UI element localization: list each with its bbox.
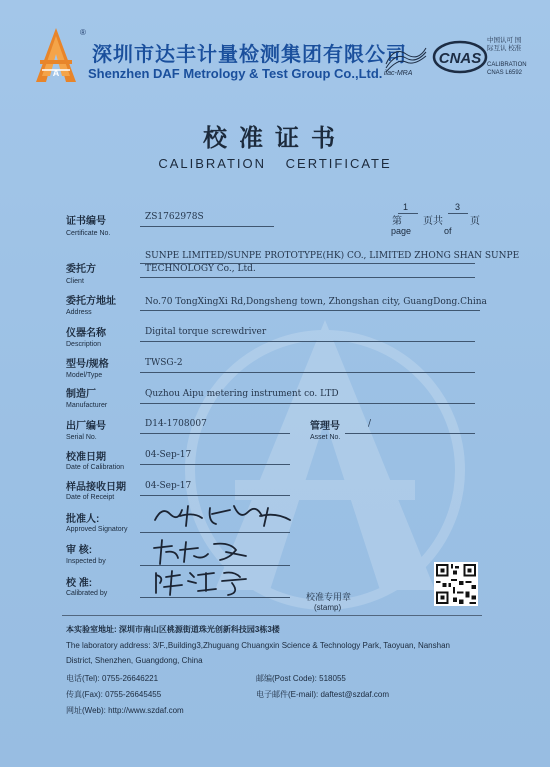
cnas-logo-text: CNAS [438,50,482,67]
client-value-line2: TECHNOLOGY Co., Ltd. [145,264,256,274]
asset-no-label-cn: 管理号 [310,421,340,432]
page-total-underline [448,213,468,214]
calibrated-signature-icon [150,567,260,597]
description-underline [140,341,475,342]
approved-signature-icon [150,500,300,530]
cnas-logo-icon [432,40,488,74]
address-underline [140,310,480,311]
serial-no-underline [140,433,290,434]
footer-web-link[interactable]: http://www.szdaf.com [108,706,184,715]
footer-address-en [66,641,450,650]
certificate-no-label-en: Certificate No. [66,230,111,237]
date-receipt-label-en: Date of Receipt [66,494,115,501]
asset-no-value: / [368,419,372,429]
model-label-cn: 型号/规格 [66,359,109,370]
footer-address-en-label: The laboratory address: [66,641,151,650]
serial-no-value: D14-1708007 [145,419,207,429]
footer-fax-label: 传真(Fax): [66,690,103,699]
footer-tel [66,673,158,684]
footer-post-value: 518055 [319,674,346,683]
title-en: CALIBRATION CERTIFICATE [158,156,392,171]
footer-email-value[interactable]: daftest@szdaf.com [320,690,390,699]
registered-mark: ® [80,28,86,37]
certificate-no-label-cn: 证书编号 [66,216,106,227]
company-name-en: Shenzhen DAF Metrology & Test Group Co.,Ltd. [88,66,383,81]
inspected-label-cn: 审 核: [66,545,93,556]
page-label-ye-gong: 页共 [423,216,443,227]
date-calibration-label-en: Date of Calibration [66,464,124,471]
date-calibration-value: 04-Sep-17 [145,450,192,460]
footer-address-cn [66,624,280,635]
cnas-accreditation-no: CNAS L6592 [487,69,523,76]
date-receipt-underline [140,495,290,496]
serial-no-label-en: Serial No. [66,434,97,441]
address-value: No.70 TongXingXi Rd,Dongsheng town, Zhongshan city, GuangDong.China [145,297,487,307]
company-name-cn: 深圳市达丰计量检测集团有限公司 [92,44,407,66]
manufacturer-label-cn: 制造厂 [66,389,96,400]
manufacturer-value: Quzhou Aipu metering instrument co. LTD [145,389,339,399]
manufacturer-label-en: Manufacturer [66,402,108,409]
calibrated-underline [140,597,290,598]
page-current-underline [398,213,418,214]
client-underline-2 [140,277,475,278]
client-value-line1: SUNPE LIMITED/SUNPE PROTOTYPE(HK) CO., LIMITED ZHONG SHAN SUNPE [145,251,520,261]
footer-divider [62,615,482,616]
stamp-label-en: (stamp) [314,603,342,612]
footer-address-cn-value: 深圳市南山区桃源街道珠光创新科技园3栋3楼 [118,625,280,634]
approved-underline [140,532,290,533]
date-calibration-label-cn: 校准日期 [66,452,106,463]
approved-label-en: Approved Signatory [66,526,128,533]
cnas-cn-text: 中国认可 国际互认 校准 [487,37,522,52]
ilac-mra-text: ilac-MRA [384,70,413,77]
serial-no-label-cn: 出厂编号 [66,421,106,432]
address-label-en: Address [66,309,92,316]
footer-address-cn-label: 本实验室地址: [66,625,117,634]
stamp-label-cn: 校准专用章 [306,592,352,602]
footer-address-en-value: 3/F.,Building3,Zhuguang Chuangxin Science & Technology Park, Taoyuan, Nanshan [152,641,450,650]
footer-email [256,689,389,700]
date-calibration-underline [140,464,290,465]
client-label-en: Client [66,278,84,285]
address-label-cn: 委托方地址 [66,296,116,307]
footer-web-label: 网址(Web): [66,706,106,715]
date-receipt-value: 04-Sep-17 [145,481,192,491]
cnas-calibration-label: CALIBRATION [487,62,527,68]
footer-tel-label: 电话(Tel): [66,674,100,683]
page-label-di: 第 [392,216,402,227]
qr-code-icon [434,562,478,606]
page-total: 3 [455,202,461,212]
inspected-label-en: Inspected by [66,558,106,565]
inspected-underline [140,565,290,566]
page-current: 1 [403,202,409,212]
footer-web [66,705,184,716]
svg-text:A: A [52,68,60,78]
footer-fax-value: 0755-26645455 [105,690,162,699]
footer-post-label: 邮编(Post Code): [256,674,317,683]
page-label-ye: 页 [470,216,480,227]
description-label-cn: 仪器名称 [66,328,106,339]
page-label-page: page [391,226,412,236]
footer-post [256,673,346,684]
certificate-no-underline [140,226,274,227]
client-label-cn: 委托方 [66,264,96,275]
calibrated-label-cn: 校 准: [66,578,93,589]
footer-email-label: 电子邮件(E-mail): [256,690,319,699]
model-value: TWSG-2 [145,358,183,368]
description-value: Digital torque screwdriver [145,327,267,337]
description-label-en: Description [66,341,102,348]
footer-address-en-line2: District, Shenzhen, Guangdong, China [66,656,203,665]
date-receipt-label-cn: 样品接收日期 [66,482,126,493]
footer-tel-value: 0755-26646221 [102,674,159,683]
approved-label-cn: 批准人: [66,514,100,525]
asset-no-underline [345,433,475,434]
manufacturer-underline [140,403,475,404]
certificate-no-value: ZS1762978S [145,212,204,222]
daf-logo-icon [32,26,80,84]
calibrated-label-en: Calibrated by [66,590,108,597]
asset-no-label-en: Asset No. [310,434,341,441]
cnas-en-text [487,62,527,77]
model-underline [140,372,475,373]
page-label-of: of [444,226,452,236]
footer-fax [66,689,161,700]
title-cn: 校准证书 [203,124,347,152]
inspected-signature-icon [150,536,260,566]
model-label-en: Model/Type [66,372,103,379]
